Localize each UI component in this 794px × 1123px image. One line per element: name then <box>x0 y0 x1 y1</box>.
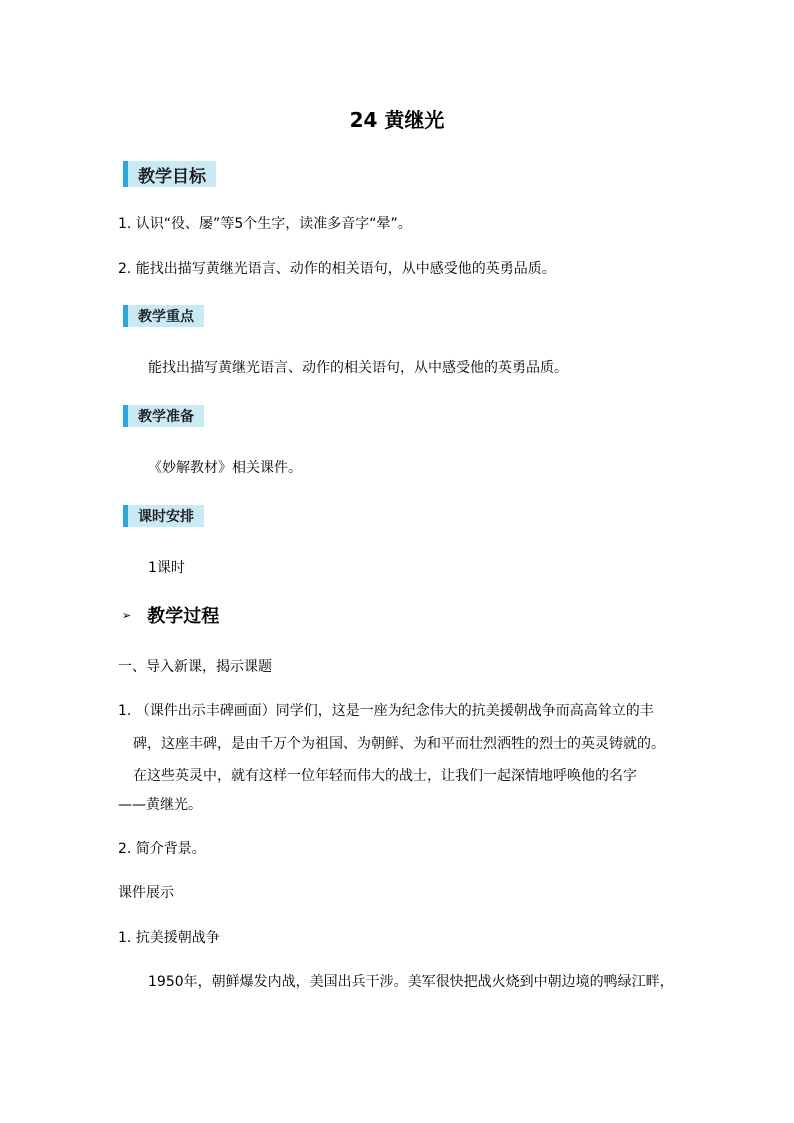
section-header-goals: 教学目标 <box>123 161 216 187</box>
arrow-bullet-icon: ➢ <box>122 608 132 622</box>
paragraph1-line2: 碑，这座丰碑，是由千万个为祖国、为朝鲜、为和平而壮烈洒牲的烈士的英灵铸就的。 <box>133 736 665 752</box>
process-heading <box>122 602 219 628</box>
paragraph1-line4: ——黄继光。 <box>118 797 202 813</box>
section-header-preparation: 教学准备 <box>123 405 204 427</box>
goal-item-1: 1. 认识“役、屡”等5个生字，读准多音字“晕”。 <box>118 216 412 232</box>
section-header-key-points: 教学重点 <box>123 305 204 327</box>
paragraph1-line1: 1. （课件出示丰碑画面）同学们，这是一座为纪念伟大的抗美援朝战争而高高耸立的丰 <box>118 703 654 719</box>
page-title: 24 黄继光 <box>349 108 445 132</box>
paragraph1-line3: 在这些英灵中，就有这样一位年轻而伟大的战士，让我们一起深情地呼唤他的名字 <box>133 768 637 784</box>
key-points-text: 能找出描写黄继光语言、动作的相关语句，从中感受他的英勇品质。 <box>148 360 568 376</box>
section-header-schedule: 课时安排 <box>123 505 204 527</box>
step1-heading: 一、导入新课，揭示课题 <box>118 659 272 675</box>
courseware-label: 课件展示 <box>118 885 174 901</box>
paragraph2: 2. 简介背景。 <box>118 841 206 857</box>
preparation-text: 《妙解教材》相关课件。 <box>148 460 302 476</box>
item1-heading: 1. 抗美援朝战争 <box>118 930 220 946</box>
schedule-text: 1课时 <box>148 560 185 576</box>
item1-text: 1950年，朝鲜爆发内战，美国出兵干涉。美军很快把战火烧到中朝边境的鸭绿江畔， <box>148 974 674 990</box>
process-heading-label: 教学过程 <box>147 606 220 627</box>
goal-item-2: 2. 能找出描写黄继光语言、动作的相关语句，从中感受他的英勇品质。 <box>118 261 556 277</box>
